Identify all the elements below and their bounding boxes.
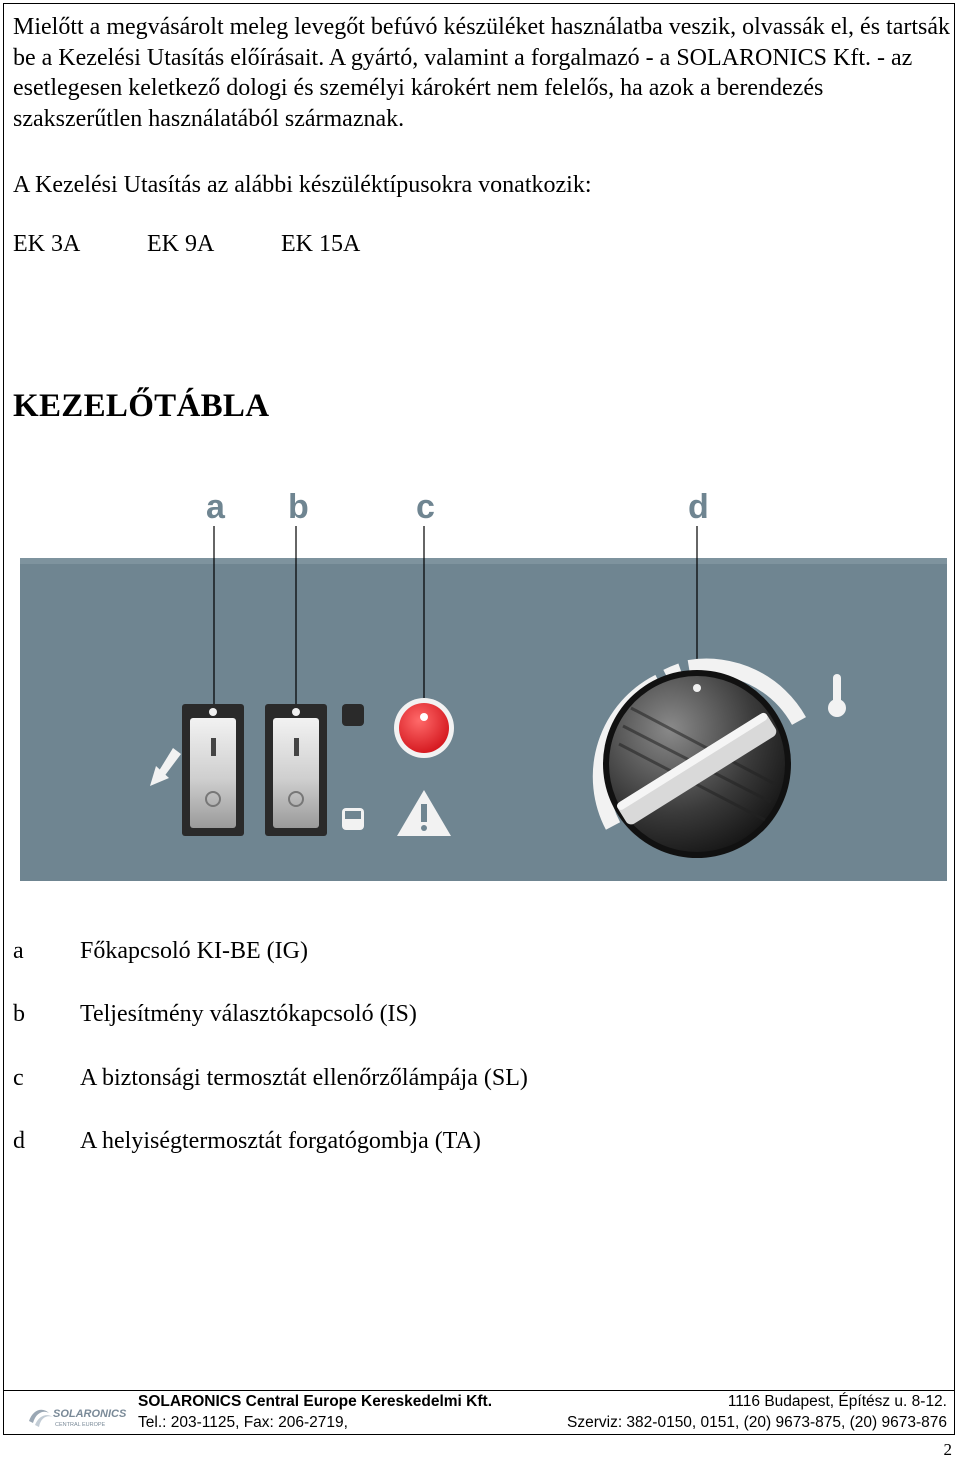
- legend-text: A biztonsági termosztát ellenőrzőlámpája (SL): [80, 1065, 528, 1091]
- legend-key: a: [13, 938, 24, 964]
- legend-text: A helyiségtermosztát forgatógombja (TA): [80, 1128, 481, 1154]
- page-number: 2: [943, 1440, 952, 1459]
- callout-a-label: a: [206, 488, 225, 526]
- footer-service: Szerviz: 382-0150, 0151, (20) 9673-875, (20) 9673-876: [567, 1414, 947, 1431]
- callout-d-label: d: [688, 488, 709, 526]
- panel-body: [20, 558, 947, 881]
- footer-company: SOLARONICS Central Europe Kereskedelmi Kft.: [138, 1393, 492, 1410]
- applies-to-text: A Kezelési Utasítás az alábbi készüléktípusokra vonatkozik:: [13, 172, 592, 198]
- main-switch-icon: [182, 704, 244, 836]
- intro-paragraph: Mielőtt a megvásárolt meleg levegőt befúvó készüléket használatba veszik, olvassák el, és tartsák be a Kezelési Utasítás előírásait. A gyártó, valamint a forgalmazó - a SOLARONICS Kft. - az esetlegesen keletkező dologi és személyi károkért nem felelős, ha azok a berendezés szakszerűtlen használatából származnak.: [13, 14, 951, 132]
- control-panel-illustration: [13, 486, 947, 882]
- model-ek3a: EK 3A: [13, 231, 81, 257]
- model-ek9a: EK 9A: [147, 231, 215, 257]
- safety-lamp-icon: [394, 698, 454, 758]
- footer-phone: Tel.: 203-1125, Fax: 206-2719,: [138, 1414, 348, 1431]
- model-list: [13, 231, 360, 258]
- section-heading: KEZELŐTÁBLA: [13, 388, 270, 424]
- callout-c-label: c: [416, 488, 435, 526]
- power-selector-switch-icon: [265, 704, 327, 836]
- page-footer: [3, 1390, 955, 1435]
- legend-text: Teljesítmény választókapcsoló (IS): [80, 1001, 417, 1027]
- svg-text:SOLARONICS: SOLARONICS: [53, 1408, 127, 1420]
- solaronics-logo-icon: [27, 1403, 137, 1429]
- legend-text: Főkapcsoló KI-BE (IG): [80, 938, 308, 964]
- model-ek15a: EK 15A: [281, 231, 361, 257]
- thermostat-knob-icon: [603, 670, 791, 858]
- callout-b-label: b: [288, 488, 309, 526]
- legend-key: c: [13, 1065, 24, 1091]
- indicator-square-icon: [342, 704, 364, 726]
- svg-text:CENTRAL EUROPE: CENTRAL EUROPE: [55, 1422, 106, 1428]
- legend-key: b: [13, 1001, 25, 1027]
- footer-address: 1116 Budapest, Építész u. 8-12.: [727, 1393, 947, 1410]
- legend-key: d: [13, 1128, 25, 1154]
